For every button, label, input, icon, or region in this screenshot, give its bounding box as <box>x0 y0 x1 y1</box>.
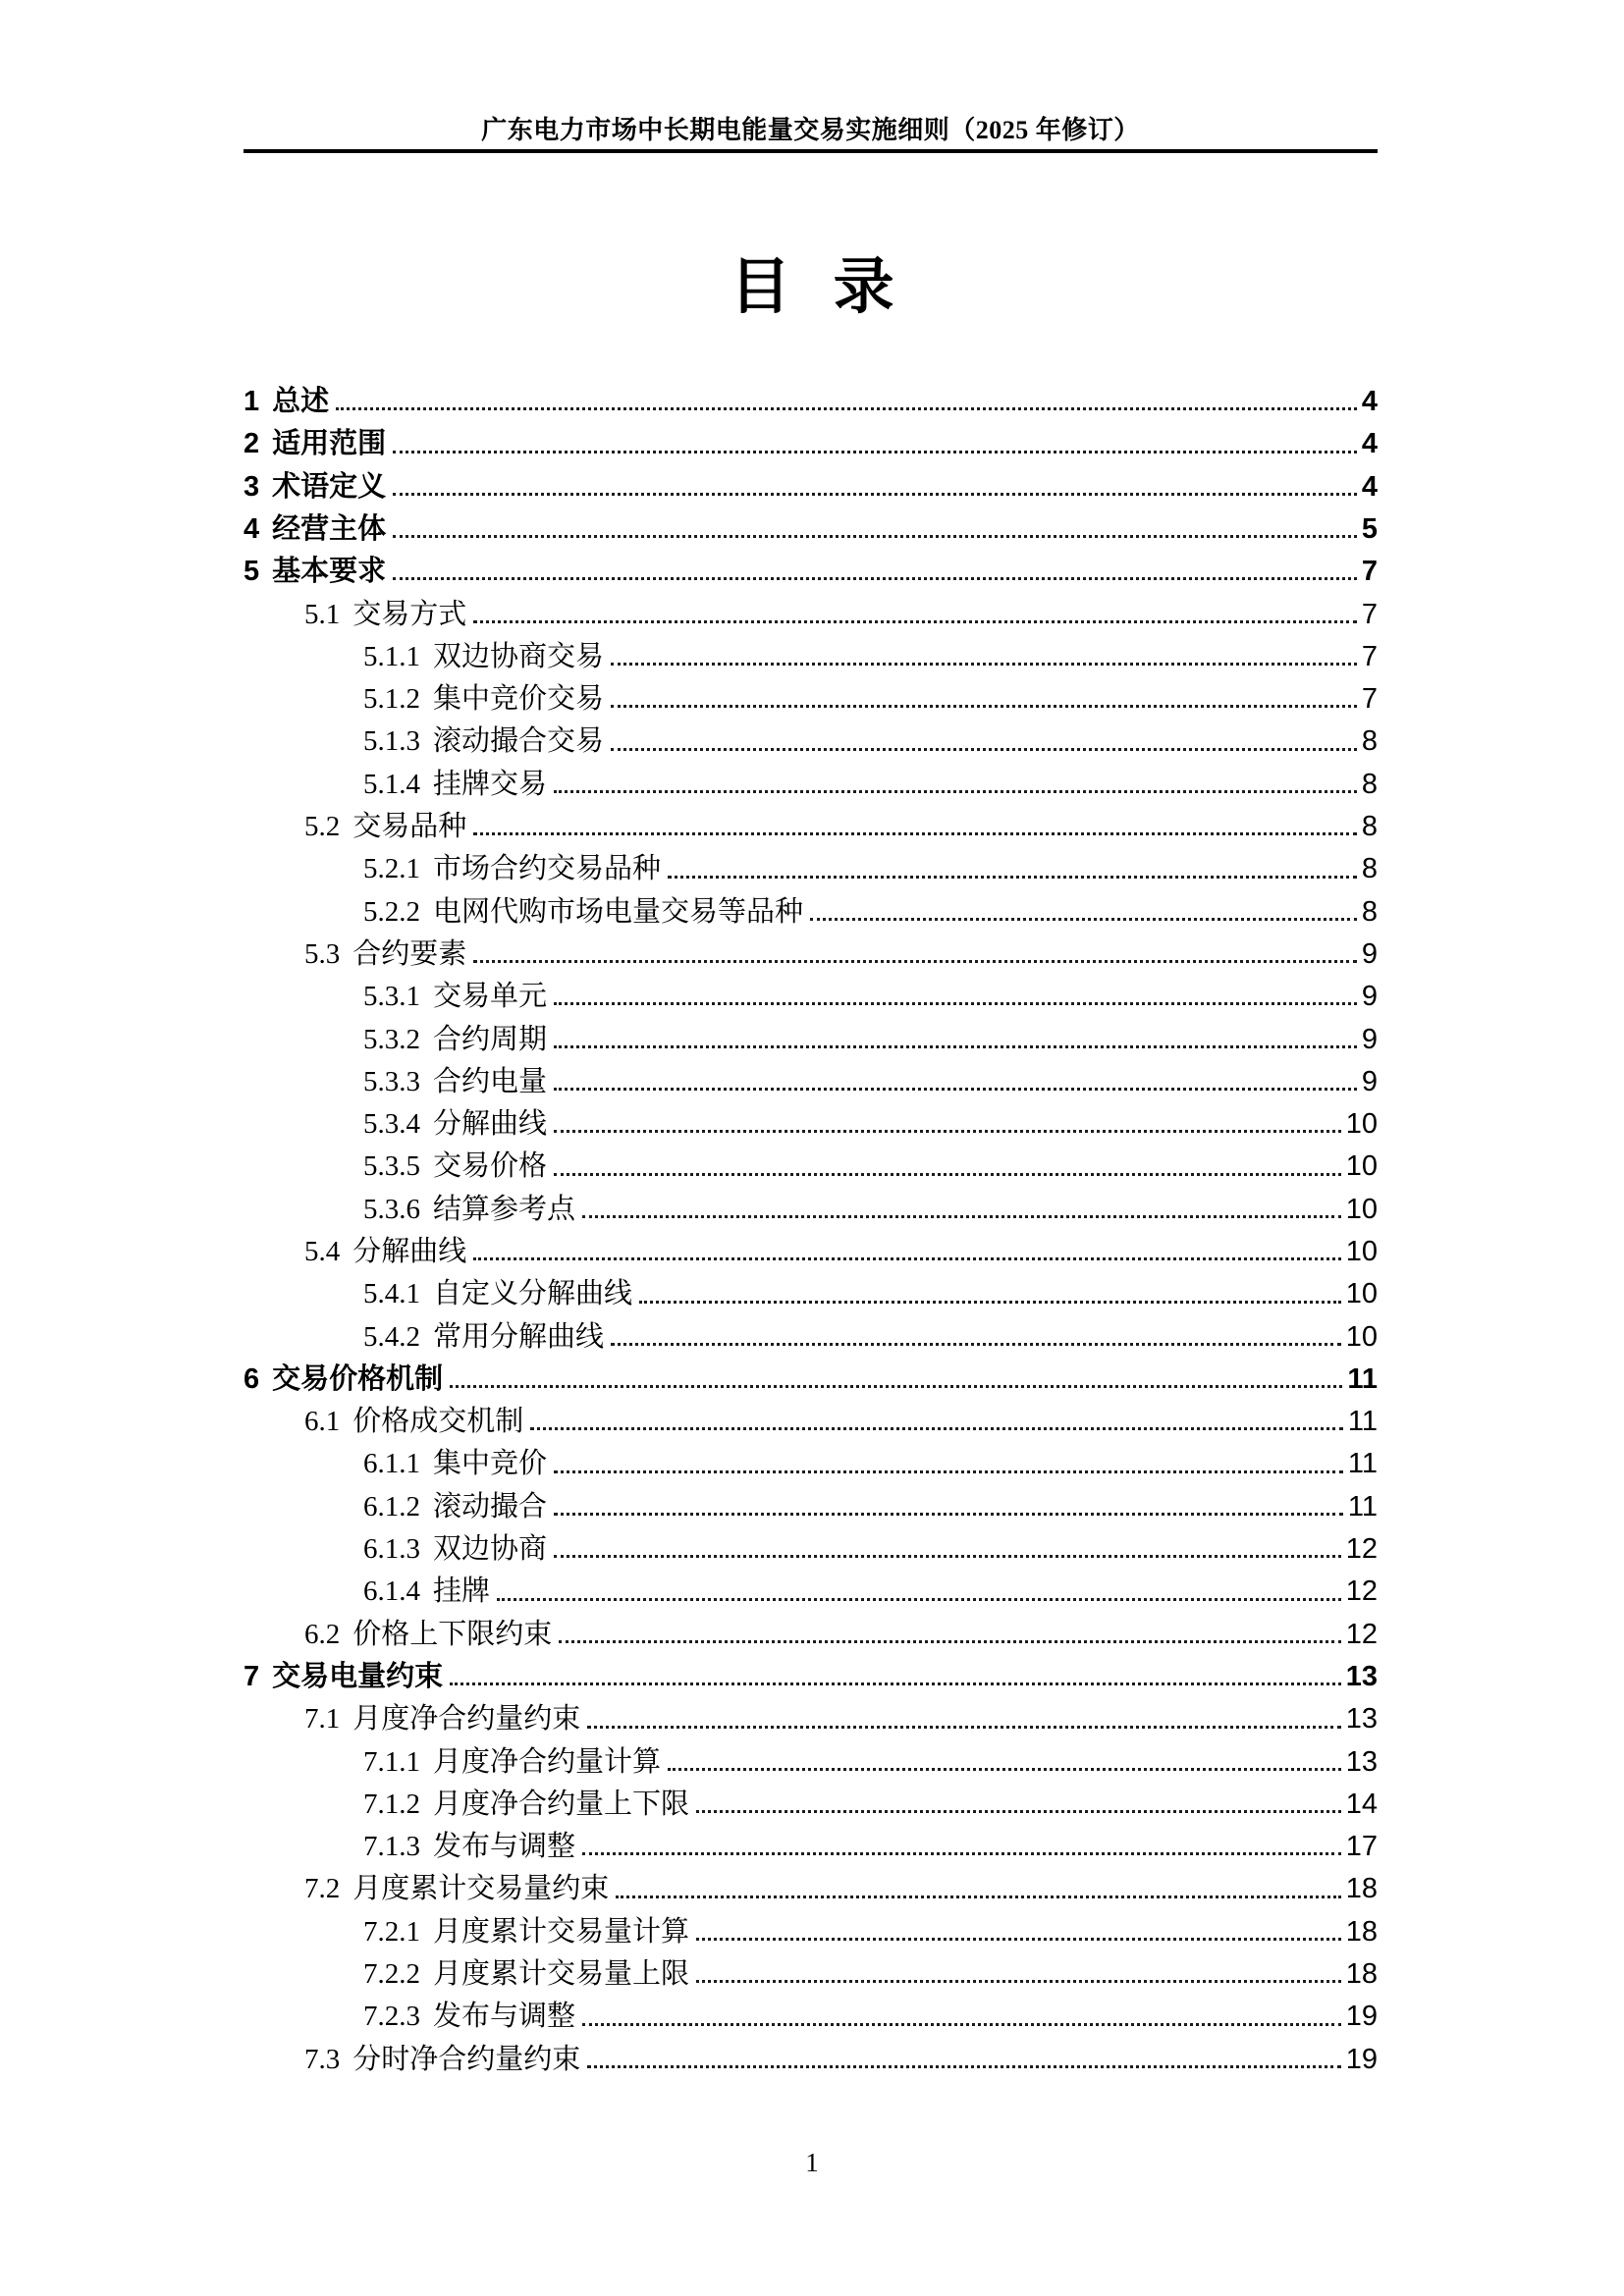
toc-entry-page-number: 7 <box>1361 640 1378 672</box>
dot-leader <box>554 1513 1343 1516</box>
toc-entry-number: 5.1.2 <box>363 683 420 716</box>
toc-entry-page-number: 18 <box>1345 1958 1378 1991</box>
dot-leader <box>696 1810 1341 1813</box>
toc-entry-page-number: 4 <box>1361 386 1378 418</box>
toc-entry-number: 7.1.1 <box>363 1745 420 1778</box>
toc-entry[interactable] <box>244 589 1378 631</box>
toc-entry[interactable] <box>244 1567 1378 1609</box>
toc-entry-number: 5.4.1 <box>363 1278 420 1310</box>
toc-entry-number: 5.3 <box>304 937 341 970</box>
toc-entry-number: 5.1.3 <box>363 725 420 758</box>
toc-entry[interactable] <box>244 930 1378 972</box>
toc-entry-page-number: 18 <box>1345 1873 1378 1905</box>
toc-entry-title: 月度累计交易量上限 <box>433 1958 690 1991</box>
dot-leader <box>611 748 1357 751</box>
toc-entry-title: 价格上下限约束 <box>352 1618 553 1650</box>
toc-entry-page-number: 4 <box>1361 470 1378 503</box>
dot-leader <box>611 663 1357 666</box>
toc-entry-page-number: 13 <box>1345 1660 1378 1692</box>
dot-leader <box>497 1598 1341 1601</box>
toc-entry-number: 7.1.3 <box>363 1831 420 1863</box>
dot-leader <box>473 960 1357 963</box>
toc-entry-number: 5.3.5 <box>363 1150 420 1183</box>
toc-entry-title: 自定义分解曲线 <box>433 1278 633 1310</box>
toc-entry-page-number: 4 <box>1361 428 1378 460</box>
toc-entry-page-number: 11 <box>1347 1406 1378 1438</box>
toc-entry-number: 6.1 <box>304 1406 341 1438</box>
dot-leader <box>696 1938 1341 1941</box>
toc-entry-page-number: 10 <box>1345 1235 1378 1267</box>
toc-entry-page-number: 8 <box>1361 811 1378 843</box>
toc-entry-title: 交易价格机制 <box>272 1362 444 1395</box>
toc-entry-title: 适用范围 <box>272 428 387 460</box>
toc-entry-number: 2 <box>244 428 260 460</box>
toc-entry[interactable] <box>244 972 1378 1014</box>
toc-entry-title: 双边协商 <box>433 1533 548 1566</box>
toc-entry-number: 3 <box>244 470 260 503</box>
toc-entry-number: 5.3.6 <box>363 1193 420 1225</box>
toc-entry-number: 7.2.3 <box>363 2001 420 2033</box>
toc-entry-title: 交易品种 <box>352 811 467 843</box>
toc-entry[interactable] <box>244 1057 1378 1099</box>
toc-entry-number: 7.1 <box>304 1703 341 1735</box>
toc-entry-page-number: 7 <box>1361 556 1378 588</box>
header-rule-divider <box>244 149 1378 153</box>
running-header: 广东电力市场中长期电能量交易实施细则（2025 年修订） <box>481 116 1140 144</box>
toc-entry[interactable] <box>244 1864 1378 1906</box>
toc-entry[interactable] <box>244 674 1378 717</box>
dot-leader <box>393 493 1357 496</box>
toc-entry[interactable] <box>244 1439 1378 1481</box>
dot-leader <box>393 577 1357 580</box>
dot-leader <box>554 1555 1341 1558</box>
toc-entry-title: 月度累计交易量计算 <box>433 1915 690 1948</box>
toc-entry[interactable] <box>244 419 1378 461</box>
toc-entry-title: 月度净合约量约束 <box>352 1703 581 1735</box>
toc-entry-page-number: 10 <box>1345 1278 1378 1310</box>
toc-entry-title: 滚动撮合 <box>433 1490 548 1522</box>
dot-leader <box>393 451 1357 454</box>
toc-entry[interactable] <box>244 1780 1378 1822</box>
toc-entry-page-number: 10 <box>1345 1108 1378 1141</box>
toc-entry[interactable] <box>244 1694 1378 1736</box>
dot-leader <box>554 1002 1357 1005</box>
toc-entry-page-number: 9 <box>1361 1023 1378 1055</box>
toc-entry[interactable] <box>244 1907 1378 1949</box>
toc-entry-page-number: 8 <box>1361 853 1378 885</box>
toc-entry-page-number: 18 <box>1345 1915 1378 1948</box>
toc-entry[interactable] <box>244 844 1378 886</box>
dot-leader <box>587 1726 1340 1729</box>
toc-entry-title: 滚动撮合交易 <box>433 725 605 758</box>
page-title: 目 录 <box>730 253 894 321</box>
toc-entry-number: 7.2.1 <box>363 1915 420 1948</box>
dot-leader <box>530 1427 1343 1430</box>
toc-entry[interactable] <box>244 505 1378 547</box>
toc-entry-page-number: 11 <box>1347 1362 1378 1395</box>
toc-entry-number: 7.2 <box>304 1873 341 1905</box>
dot-leader <box>668 876 1357 879</box>
toc-entry[interactable] <box>244 632 1378 674</box>
toc-entry-title: 合约周期 <box>433 1023 548 1055</box>
toc-entry-title: 交易方式 <box>352 598 467 630</box>
toc-entry-title: 双边协商交易 <box>433 640 605 672</box>
toc-entry[interactable] <box>244 1269 1378 1311</box>
toc-entry-number: 7.2.2 <box>363 1958 420 1991</box>
toc-entry-number: 5 <box>244 556 260 588</box>
toc-entry-page-number: 11 <box>1347 1490 1378 1522</box>
dot-leader <box>554 1173 1341 1176</box>
toc-entry-page-number: 12 <box>1345 1618 1378 1650</box>
toc-entry-number: 6.1.2 <box>363 1490 420 1522</box>
toc-entry[interactable] <box>244 1014 1378 1056</box>
dot-leader <box>554 790 1357 793</box>
toc-entry[interactable] <box>244 1822 1378 1864</box>
toc-entry-title: 发布与调整 <box>433 2001 576 2033</box>
dot-leader <box>559 1640 1340 1643</box>
toc-entry[interactable] <box>244 462 1378 505</box>
toc-entry[interactable] <box>244 802 1378 844</box>
toc-entry-title: 集中竞价交易 <box>433 683 605 716</box>
toc-entry-number: 5.1.1 <box>363 640 420 672</box>
footer-page-number: 1 <box>805 2148 819 2177</box>
dot-leader <box>554 1045 1357 1048</box>
toc-entry[interactable] <box>244 1142 1378 1184</box>
toc-entry-title: 结算参考点 <box>433 1193 576 1225</box>
toc-entry-page-number: 9 <box>1361 1065 1378 1097</box>
toc-entry-title: 电网代购市场电量交易等品种 <box>433 895 804 928</box>
toc-entry-page-number: 11 <box>1347 1448 1378 1480</box>
toc-entry-title: 月度累计交易量约束 <box>352 1873 610 1905</box>
toc-entry-page-number: 19 <box>1345 2043 1378 2075</box>
dot-leader <box>582 2023 1341 2026</box>
toc-entry-page-number: 9 <box>1361 937 1378 970</box>
toc-entry-page-number: 8 <box>1361 725 1378 758</box>
toc-entry-title: 交易单元 <box>433 981 548 1013</box>
toc-entry[interactable] <box>244 1185 1378 1227</box>
toc-entry-number: 7 <box>244 1660 260 1692</box>
dot-leader <box>696 1980 1341 1983</box>
toc-entry-title: 总述 <box>272 386 330 418</box>
toc-entry[interactable] <box>244 547 1378 589</box>
toc-entry-number: 5.4.2 <box>363 1320 420 1353</box>
toc-entry-title: 月度净合约量上下限 <box>433 1788 690 1820</box>
toc-entry-title: 月度净合约量计算 <box>433 1745 662 1778</box>
toc-entry-title: 价格成交机制 <box>352 1406 524 1438</box>
toc-entry-title: 挂牌交易 <box>433 768 548 800</box>
toc-entry[interactable] <box>244 1992 1378 2034</box>
toc-entry-title: 分解曲线 <box>433 1108 548 1141</box>
toc-entry-title: 合约要素 <box>352 937 467 970</box>
toc-entry-title: 市场合约交易品种 <box>433 853 662 885</box>
toc-entry-title: 挂牌 <box>433 1575 491 1608</box>
toc-entry-number: 7.3 <box>304 2043 341 2075</box>
toc-entry-number: 5.1.4 <box>363 768 420 800</box>
toc-entry[interactable] <box>244 1652 1378 1694</box>
dot-leader <box>616 1896 1340 1898</box>
dot-leader <box>336 407 1357 410</box>
toc-entry-number: 6.2 <box>304 1618 341 1650</box>
toc-entry[interactable] <box>244 2035 1378 2077</box>
dot-leader <box>611 1343 1341 1346</box>
toc-entry-page-number: 8 <box>1361 895 1378 928</box>
toc-entry[interactable] <box>244 1099 1378 1142</box>
toc-entry-page-number: 7 <box>1361 598 1378 630</box>
toc-entry-page-number: 9 <box>1361 981 1378 1013</box>
dot-leader <box>554 1088 1357 1091</box>
dot-leader <box>668 1768 1341 1771</box>
toc-entry[interactable] <box>244 1227 1378 1269</box>
dot-leader <box>393 535 1357 538</box>
toc-entry-title: 基本要求 <box>272 556 387 588</box>
toc-entry-page-number: 12 <box>1345 1533 1378 1566</box>
dot-leader <box>473 1257 1340 1260</box>
toc-entry[interactable] <box>244 1397 1378 1439</box>
toc-entry-number: 7.1.2 <box>363 1788 420 1820</box>
dot-leader <box>554 1470 1343 1473</box>
toc-entry-number: 5.3.2 <box>363 1023 420 1055</box>
toc-entry[interactable] <box>244 1482 1378 1524</box>
toc-entry-page-number: 17 <box>1345 1831 1378 1863</box>
toc-entry-number: 5.2.1 <box>363 853 420 885</box>
toc-entry-page-number: 13 <box>1345 1745 1378 1778</box>
toc-entry[interactable] <box>244 1312 1378 1355</box>
toc-entry-number: 6.1.1 <box>363 1448 420 1480</box>
dot-leader <box>582 1852 1341 1855</box>
toc-entry-page-number: 5 <box>1361 512 1378 545</box>
toc-entry-title: 集中竞价 <box>433 1448 548 1480</box>
toc-entry-title: 合约电量 <box>433 1065 548 1097</box>
toc-entry-number: 5.3.4 <box>363 1108 420 1141</box>
dot-leader <box>810 918 1357 921</box>
toc-entry-title: 经营主体 <box>272 512 387 545</box>
toc-entry-title: 发布与调整 <box>433 1831 576 1863</box>
toc-entry-page-number: 10 <box>1345 1320 1378 1353</box>
dot-leader <box>587 2065 1340 2068</box>
toc-entry-title: 分时净合约量约束 <box>352 2043 581 2075</box>
toc-entry[interactable] <box>244 1737 1378 1780</box>
toc-entry[interactable] <box>244 1949 1378 1992</box>
toc-entry-page-number: 7 <box>1361 683 1378 716</box>
toc-entry-number: 6.1.4 <box>363 1575 420 1608</box>
toc-entry[interactable] <box>244 377 1378 419</box>
toc-entry-page-number: 8 <box>1361 768 1378 800</box>
toc-entry-page-number: 19 <box>1345 2001 1378 2033</box>
toc-entry-number: 5.2 <box>304 811 341 843</box>
toc-entry-title: 术语定义 <box>272 470 387 503</box>
toc-entry-page-number: 10 <box>1345 1150 1378 1183</box>
dot-leader <box>639 1301 1341 1304</box>
toc-entry[interactable] <box>244 1524 1378 1567</box>
toc-entry-number: 5.4 <box>304 1235 341 1267</box>
toc-entry-number: 5.3.3 <box>363 1065 420 1097</box>
dot-leader <box>450 1385 1342 1388</box>
toc-entry[interactable] <box>244 887 1378 930</box>
toc-entry-number: 6 <box>244 1362 260 1395</box>
toc-entry-number: 1 <box>244 386 260 418</box>
toc-entry-title: 交易电量约束 <box>272 1660 444 1692</box>
toc-entry-title: 交易价格 <box>433 1150 548 1183</box>
toc-entry-number: 5.3.1 <box>363 981 420 1013</box>
toc-entry[interactable] <box>244 1610 1378 1652</box>
dot-leader <box>473 620 1357 623</box>
toc-entry[interactable] <box>244 1355 1378 1397</box>
toc-entry[interactable] <box>244 717 1378 759</box>
toc-entry-number: 6.1.3 <box>363 1533 420 1566</box>
toc-entry-page-number: 10 <box>1345 1193 1378 1225</box>
dot-leader <box>473 832 1357 835</box>
toc-entry-page-number: 14 <box>1345 1788 1378 1820</box>
dot-leader <box>554 1130 1341 1133</box>
toc-entry-title: 分解曲线 <box>352 1235 467 1267</box>
toc-entry-title: 常用分解曲线 <box>433 1320 605 1353</box>
dot-leader <box>450 1682 1341 1685</box>
toc-entry-number: 4 <box>244 512 260 545</box>
toc-entry-number: 5.2.2 <box>363 895 420 928</box>
toc-entry-page-number: 12 <box>1345 1575 1378 1608</box>
dot-leader <box>611 705 1357 708</box>
toc-entry-number: 5.1 <box>304 598 341 630</box>
toc-entry-page-number: 13 <box>1345 1703 1378 1735</box>
toc-list <box>244 377 1378 2077</box>
toc-entry[interactable] <box>244 760 1378 802</box>
dot-leader <box>582 1215 1341 1218</box>
